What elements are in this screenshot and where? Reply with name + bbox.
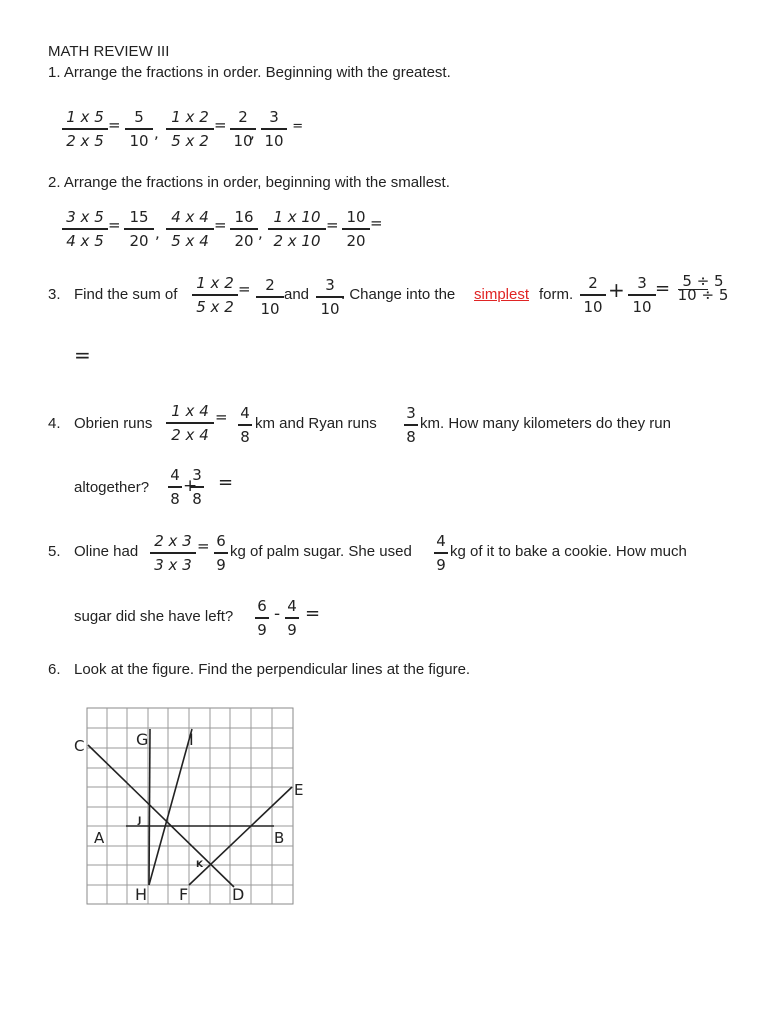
question-5-number: 5. [48, 543, 61, 560]
q3-fraction-5-numerator: 3 [637, 274, 647, 292]
q5-fraction-5 [285, 597, 299, 639]
q3-text-b: . Change into the [341, 286, 456, 303]
q4-answer-equals: = [218, 472, 234, 493]
question-4-number: 4. [48, 415, 61, 432]
q3-fraction-6-numerator: 5 ÷ 5 [682, 272, 724, 290]
q3-fraction-6-denominator: 10 ÷ 5 [677, 286, 729, 304]
q5-fraction-1-numerator: 2 x 3 [154, 532, 192, 550]
q5-text-d: sugar did she have left? [74, 608, 234, 625]
q3-fraction-4 [580, 274, 606, 316]
q5-fraction-4-denominator: 9 [257, 621, 267, 639]
q5-fraction-2 [214, 532, 228, 574]
q1-fraction-2 [125, 108, 153, 150]
q3-fraction-3-denominator: 10 [320, 300, 340, 318]
q4-fraction-3-denominator: 8 [406, 428, 416, 446]
fraction-bar [628, 294, 656, 296]
q1-fraction-2-denominator: 10 [129, 132, 149, 150]
q5-equals: = [197, 537, 210, 555]
q2-fraction-6 [342, 208, 370, 250]
label-g: G [136, 730, 149, 749]
q1-comma-2: , [250, 124, 255, 142]
q2-fraction-6-denominator: 20 [346, 232, 366, 250]
q5-fraction-3 [434, 532, 448, 574]
label-j: J [138, 816, 142, 826]
q1-fraction-5-denominator: 10 [264, 132, 284, 150]
q2-fraction-4 [230, 208, 258, 250]
q2-fraction-3-denominator: 5 x 4 [171, 232, 209, 250]
q5-fraction-5-numerator: 4 [287, 597, 297, 615]
q2-equals-1: = [108, 216, 121, 234]
fraction-bar [166, 228, 214, 230]
q2-fraction-5-denominator: 2 x 10 [273, 232, 321, 250]
q5-text-c: kg of it to bake a cookie. How much [450, 543, 687, 560]
fraction-bar [230, 228, 258, 230]
q4-fraction-5 [190, 466, 204, 508]
q3-fraction-4-numerator: 2 [588, 274, 598, 292]
q5-minus: - [274, 604, 281, 624]
q4-fraction-1 [166, 402, 214, 444]
q3-highlight-word: simplest [474, 286, 530, 303]
q4-fraction-5-numerator: 3 [192, 466, 202, 484]
q5-fraction-4 [255, 597, 269, 639]
q5-fraction-1 [150, 532, 196, 574]
q4-fraction-5-denominator: 8 [192, 490, 202, 508]
q2-comma-1: , [155, 224, 160, 242]
q1-tail: . = [284, 119, 304, 134]
fraction-bar [268, 228, 326, 230]
fraction-bar [256, 296, 284, 298]
page-title: MATH REVIEW III [48, 43, 170, 60]
q2-fraction-2-numerator: 15 [129, 208, 149, 226]
q2-equals-4: = [370, 214, 383, 232]
label-i: I [189, 730, 194, 749]
q4-text-d: altogether? [74, 479, 150, 496]
question-3-number: 3. [48, 286, 61, 303]
question-3-text-a: Find the sum of [74, 286, 178, 303]
q2-fraction-2-denominator: 20 [129, 232, 149, 250]
q2-fraction-3 [166, 208, 214, 250]
question-2-text: 2. Arrange the fractions in order, beginning with the smallest. [48, 174, 450, 191]
q3-fraction-5-denominator: 10 [632, 298, 652, 316]
q4-fraction-4-denominator: 8 [170, 490, 180, 508]
fraction-bar [150, 552, 196, 554]
q3-fraction-2-denominator: 10 [260, 300, 280, 318]
fraction-bar [434, 552, 448, 554]
label-e: E [294, 781, 304, 799]
q4-fraction-3 [404, 404, 418, 446]
line-cd [88, 745, 234, 887]
fraction-bar [125, 128, 153, 130]
q4-fraction-2 [238, 404, 252, 446]
fraction-bar [190, 486, 204, 488]
label-b: B [274, 829, 285, 847]
q1-fraction-1-numerator: 1 x 5 [66, 108, 104, 126]
q3-fraction-5 [628, 274, 656, 316]
q2-fraction-1-denominator: 4 x 5 [66, 232, 104, 250]
q1-fraction-3-denominator: 5 x 2 [171, 132, 209, 150]
q2-fraction-2 [124, 208, 154, 250]
fraction-bar [580, 294, 606, 296]
q3-fraction-4-denominator: 10 [583, 298, 603, 316]
q3-fraction-1 [192, 274, 238, 316]
q3-fraction-1-denominator: 5 x 2 [196, 298, 234, 316]
q3-and: and [284, 286, 310, 303]
q4-fraction-1-numerator: 1 x 4 [171, 402, 209, 420]
q3-fraction-3-numerator: 3 [325, 276, 335, 294]
fraction-bar [316, 296, 344, 298]
q1-equals-2: = [214, 116, 227, 134]
q5-fraction-1-denominator: 3 x 3 [154, 556, 192, 574]
label-h: H [135, 885, 148, 904]
q5-fraction-2-denominator: 9 [216, 556, 226, 574]
fraction-bar [166, 422, 214, 424]
fraction-bar [255, 617, 269, 619]
fraction-bar [404, 424, 418, 426]
strike-line [678, 289, 708, 290]
q3-fraction-6 [676, 274, 730, 302]
q4-fraction-3-numerator: 3 [406, 404, 416, 422]
q1-fraction-2-numerator: 5 [134, 108, 144, 126]
label-c: C [74, 737, 85, 755]
q2-comma-2: , [258, 224, 263, 242]
q2-fraction-4-denominator: 20 [234, 232, 254, 250]
label-k: K [196, 860, 203, 870]
q3-fraction-2 [256, 276, 284, 318]
q4-fraction-4 [168, 466, 182, 508]
q1-fraction-4-denominator: 10 [233, 132, 253, 150]
line-gh [149, 729, 150, 885]
fraction-bar [62, 228, 108, 230]
q2-fraction-1 [62, 208, 108, 250]
q1-fraction-4-numerator: 2 [238, 108, 248, 126]
q2-fraction-1-numerator: 3 x 5 [66, 208, 104, 226]
q1-fraction-5-numerator: 3 [269, 108, 279, 126]
q3-equals-1: = [238, 280, 251, 298]
fraction-bar [342, 228, 370, 230]
q5-fraction-3-denominator: 9 [436, 556, 446, 574]
q4-fraction-2-denominator: 8 [240, 428, 250, 446]
fraction-bar [62, 128, 108, 130]
fraction-bar [168, 486, 182, 488]
q5-answer-equals: = [305, 603, 321, 624]
q5-fraction-5-denominator: 9 [287, 621, 297, 639]
q4-fraction-2-numerator: 4 [240, 404, 250, 422]
q1-equals-1: = [108, 116, 121, 134]
fraction-bar [285, 617, 299, 619]
q1-fraction-3 [166, 108, 214, 150]
q2-fraction-6-numerator: 10 [346, 208, 366, 226]
q1-fraction-3-numerator: 1 x 2 [171, 108, 209, 126]
q4-text-c: km. How many kilometers do they run [420, 415, 671, 432]
q4-equals: = [215, 408, 228, 426]
q2-equals-2: = [214, 216, 227, 234]
q1-fraction-1-denominator: 2 x 5 [66, 132, 104, 150]
perpendicular-lines-figure [74, 707, 304, 907]
label-f: F [179, 885, 189, 904]
fraction-bar [238, 424, 252, 426]
q5-fraction-4-numerator: 6 [257, 597, 267, 615]
q3-text-c: form. [539, 286, 574, 303]
question-6-number: 6. [48, 661, 61, 678]
q3-fraction-2-numerator: 2 [265, 276, 275, 294]
question-5-text-a: Oline had [74, 543, 139, 560]
q3-fraction-3 [316, 276, 344, 318]
q3-plus: + [608, 278, 625, 302]
fraction-bar [124, 228, 154, 230]
q3-equals-2: = [655, 278, 671, 299]
q1-fraction-1 [62, 108, 108, 150]
question-4-text-a: Obrien runs [74, 415, 153, 432]
fraction-bar [214, 552, 228, 554]
q2-fraction-5 [268, 208, 326, 250]
fraction-bar [166, 128, 214, 130]
q4-fraction-4-numerator: 4 [170, 466, 180, 484]
q1-comma-1: , [154, 124, 159, 142]
label-a: A [94, 829, 105, 847]
question-6-text: Look at the figure. Find the perpendicular lines at the figure. [74, 661, 471, 678]
label-d: D [232, 885, 245, 904]
q2-fraction-3-numerator: 4 x 4 [171, 208, 209, 226]
q4-plus: + [183, 476, 198, 496]
q4-fraction-1-denominator: 2 x 4 [171, 426, 209, 444]
q3-fraction-1-numerator: 1 x 2 [196, 274, 234, 292]
q4-text-b: km and Ryan runs [255, 415, 377, 432]
q5-fraction-2-numerator: 6 [216, 532, 226, 550]
q5-text-b: kg of palm sugar. She used [230, 543, 412, 560]
fraction-bar [192, 294, 238, 296]
question-1-text: 1. Arrange the fractions in order. Beginning with the greatest. [48, 64, 451, 81]
q5-fraction-3-numerator: 4 [436, 532, 446, 550]
q2-fraction-5-numerator: 1 x 10 [273, 208, 321, 226]
q2-fraction-4-numerator: 16 [234, 208, 254, 226]
q3-answer-equals: = [74, 343, 91, 367]
q2-equals-3: = [326, 216, 339, 234]
